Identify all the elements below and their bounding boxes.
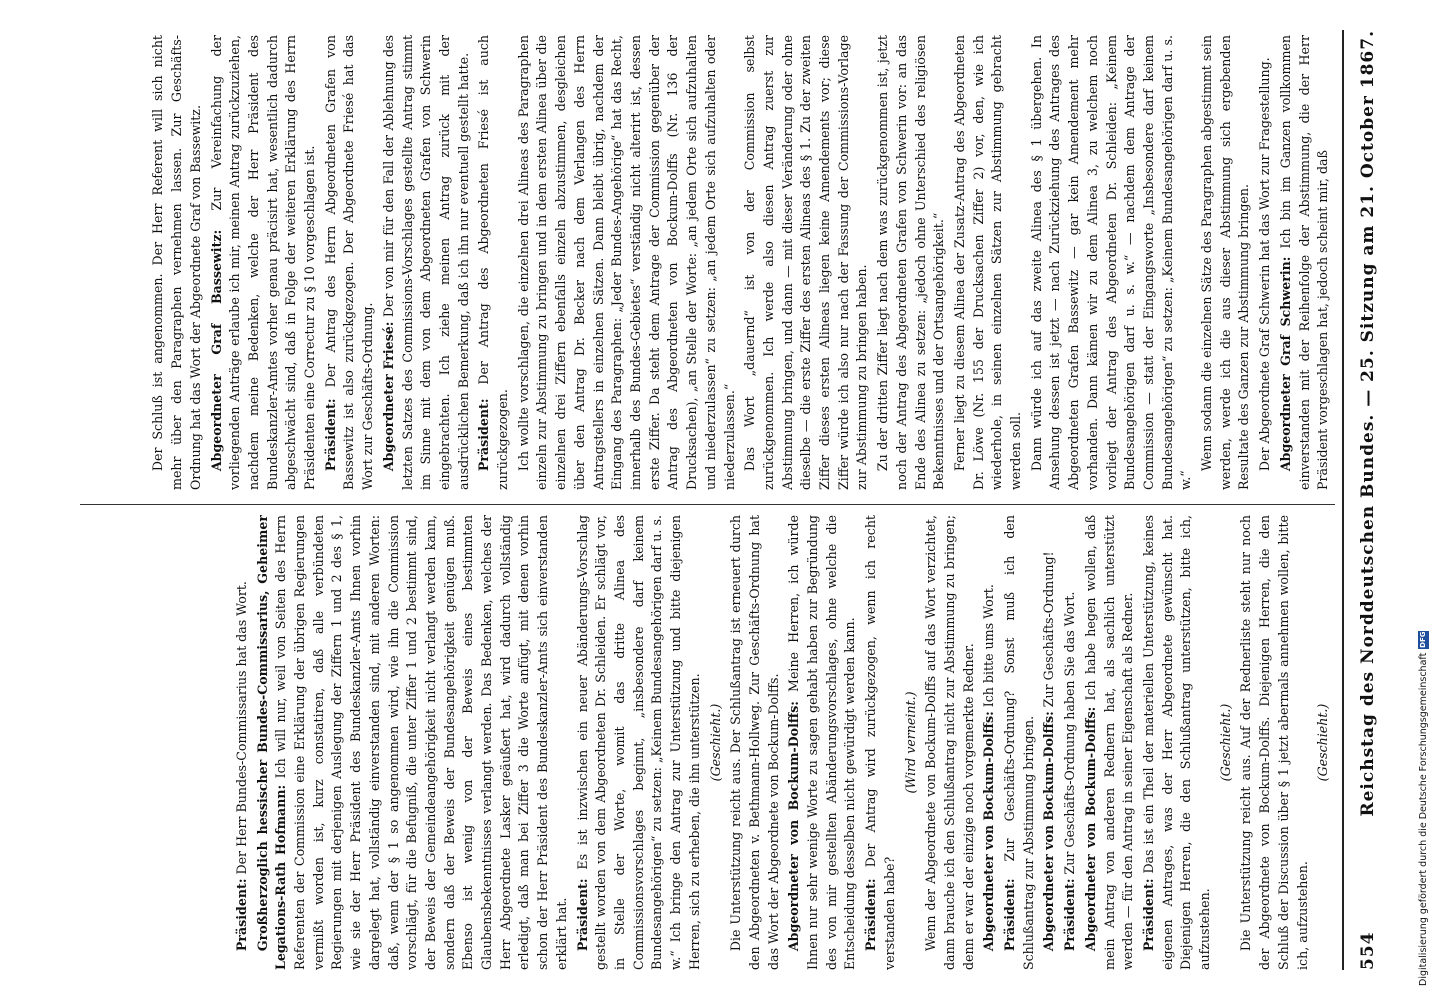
paragraph (922, 515, 978, 970)
header-rule (1342, 30, 1344, 970)
paragraph-text: Der Herr Bundes-Commissarius hat das Wort. (233, 581, 249, 875)
paragraph-text: Ich wollte vorschlagen, die einzelnen drei Alineas des Paragraphen einzeln zur Abstimmung zu bringen und in dem ersten Alinea über die einzelnen drei Ziffern ebenfalls einzeln abzustimmen, desgleichen über den Antrag Dr. Becker nach dem Verlangen des Herrn Antragstellers in einzelnen Sätzen. Dann bleibt übrig, nachdem der Eingang des Paragraphen: „Jeder Bundes-Angehörige“ hat das Recht, innerhalb des Bundes-Gebietes“ verständig nicht alterirt ist, dessen erste Ziffer. Da steht dem Antrage der Commission gegenüber der Antrag des Abgeordneten von Bockum-Dolffs (Nr. 136 der Drucksachen), „an Stelle der Worte: „an jedem Orte sich aufzuhalten und niederzulassen“ zu setzen: „an jedem Orte sich aufzuhalten oder niederzulassen.“ (515, 35, 737, 490)
paragraph (727, 515, 783, 970)
paragraph-text: Zur Geschäfts-Ordnung haben Sie das Wort. (1062, 591, 1078, 875)
speaker-name: Präsident: (233, 878, 249, 952)
speaker-name: Präsident: (1002, 878, 1018, 952)
paragraph (1237, 515, 1312, 970)
stage-direction: (Geschieht.) (1315, 703, 1331, 782)
dfg-logo: DFG (1419, 631, 1427, 648)
page-header (1355, 30, 1381, 970)
paragraph (475, 35, 512, 490)
column-divider (80, 504, 1335, 505)
page-number: 554 (1358, 931, 1378, 970)
speaker-name: Großherzoglich hessischer Bundes-Commissarius, Geheimer Legations-Rath Hofmann: (254, 515, 289, 970)
paragraph-text: Ferner liegt zu diesem Alinea der Zusatz-Antrag des Abgeordneten Dr. Löwe (Nr. 155 der Drucksachen Ziffer 2) vor, den, wie ich wiederhole, in seinen einzelnen Sätzen zur Abstimmung gebracht werden soll. (951, 35, 1024, 490)
paragraph (1140, 515, 1215, 970)
text-column-left (80, 515, 1335, 970)
speaker-name: Abgeordneter von Bockum-Dolffs: (1041, 711, 1057, 952)
paragraph (380, 35, 474, 490)
digitization-text: Digitalisierung gefördert durch die Deutsche Forschungsgemeinschaft (1418, 652, 1429, 986)
speaker-name: Abgeordneter Friesé: (380, 321, 396, 472)
paragraph (1001, 515, 1038, 970)
paragraph-text: Ich will nur, weil von Seiten des Herrn Referenten der Commission eine Erklärung der übrigen Regierungen vermißt worden ist, kurz constatiren, daß alle verbündeten Regierungen mit derjenigen Auslegung der Ziffern 1 und 2 des § 1, wie sie der Herr Präsident des Bundeskanzler-Amts Ihnen vorhin dargelegt hat, vollständig einverstanden sind, mit anderen Worten: daß, wenn der § 1 so angenommen wird, wie ihn die Commission vorschlägt, für die Befugniß, die unter Ziffer 1 und 2 bestimmt sind, der Beweis der Gemeindeangehörigkeit nicht verlangt werden kann, sondern daß der Beweis der Bundesangehörigkeit genügen muß. Ebenso ist wenig von der Beweis eines bestimmten Glaubensbekenntnisses verlangt werden. Das Bedenken, welches der Herr Abgeordnete Lasker geäußert hat, wird dadurch vollständig erledigt, daß man bei Ziffer 3 die Worte anfügt, mit denen vorhin schon der Herr Präsident des Bundeskanzler-Amts sich einverstanden erklärt hat. (273, 515, 569, 970)
paragraph (233, 515, 252, 970)
paragraph-text: Zur Geschäfts-Ordnung! (1041, 551, 1057, 708)
paragraph-text: Zur Vereinfachung der vorliegenden Anträge erlaube ich mir, meinen Antrag zurückzuziehen, nachdem meine Bedenken, welche der Herr Präsident des Bundeskanzler-Amtes vorher genau präcisirt hat, wesentlich dadurch abgeschwächt sind, daß in Folge der weiteren Erklärung des Herrn Präsidenten eine Correctur zu § 10 vorgeschlagen ist. (208, 35, 318, 490)
paragraph (1198, 35, 1254, 490)
paragraph (874, 35, 949, 490)
paragraph-text: Dann würde ich auf das zweite Alinea des § 1 übergehen. In Ansehung dessen ist jetzt — nach Zurückziehung des Antrages des Abgeordneten Grafen Bassewitz — gar kein Amendement mehr vorhanden. Dann kämen wir zu dem Alinea 3, zu welchem noch vorliegt der Antrag des Abgeordneten Dr. Schleiden: „Keinem Bundesangehörigen darf u. s. w.“ — nachdem dem Antrage der Commission — statt der Eingangsworte „Insbesondere darf keinem Bundesangehörigen“ zu setzen: „Keinem Bundesangehörigen darf u. s. w.“ (1028, 35, 1194, 490)
paragraph-text: Meine Herren, ich würde Ihnen nur sehr wenige Worte zu sagen gehabt haben zur Begründung des von mir gestellten Abänderungsvorschlages, ohne welche die Entscheidung desselben nicht gewürdigt werden kann. (786, 515, 858, 970)
paragraph (1040, 515, 1059, 970)
paragraph-text: Das Wort „dauernd“ ist von der Commission selbst zurückgenommen. Ich werde also diesen Antrag zuerst zur Abstimmung bringen, und dann — mit dieser Veränderung oder ohne dieselbe — die erste Ziffer des ersten Alineas des § 1. Zu der zweiten Ziffer dieses ersten Alineas liegen keine Amendements vor; diese Ziffer würde ich also nur nach der Fassung der Commissions-Vorlage zur Abstimmung zu bringen haben. (742, 35, 870, 490)
paragraph-text: Ich bin im Ganzen vollkommen einverstanden mit der Reihenfolge der Abstimmung, die der Herr Präsident vorgeschlagen hat, jedoch scheint mir, daß (1277, 35, 1331, 490)
paragraph-text: Der von mir für den Fall der Ablehnung des letzten Satzes des Commissions-Vorschlages gestellte Antrag stimmt im Sinne mit dem von dem Abgeordneten Grafen von Schwerin eingebrachten. Ich ziehe meinen Antrag zurück mit der ausdrücklichen Bemerkung, daß ich ihn nur eventuell gestellt hatte. (380, 35, 471, 490)
paragraph (1277, 35, 1333, 490)
speaker-name: Abgeordneter von Bockum-Dolffs: (786, 701, 802, 952)
paragraph (741, 35, 872, 490)
paragraph (951, 35, 1026, 490)
column-left-content (233, 515, 1335, 970)
paragraph-text: Der Antrag wird zurückgezogen, wenn ich recht verstanden habe? (863, 515, 897, 970)
paragraph (1082, 515, 1138, 970)
paragraph-text: Der Abgeordnete Graf Schwerin hat das Wort zur Fragestellung. (1257, 57, 1273, 472)
paragraph-text: Ich habe hegen wollen, daß mein Antrag von anderen Rednern hat, als sachlich unterstützt werden — für den Antrag in seiner Eigenschaft als Redner. (1082, 515, 1136, 970)
speaker-name: Abgeordneter Graf Bassewitz: (208, 229, 224, 472)
paragraph-text: Die Unterstützung reicht aus. Der Schlußantrag ist erneuert durch den Abgeordneten v. Bethmann-Hollweg. Zur Geschäfts-Ordnung hat das Wort der Abgeordnete von Bockum-Dolffs. (728, 515, 781, 970)
stage-direction: (Geschieht.) (707, 703, 723, 782)
speaker-name: Abgeordneter Graf Schwerin: (1277, 256, 1293, 472)
speaker-name: Abgeordneter von Bockum-Dolffs: (1082, 706, 1098, 952)
stage-direction: (Geschieht.) (1217, 703, 1233, 782)
paragraph-text: Der Schluß ist angenommen. Der Herr Referent will sich nicht mehr über den Paragraphen vernehmen lassen. Zur Geschäfts-Ordnung hat das Wort der Abgeordnete Graf von Bassewitz. (150, 35, 203, 490)
paragraph (980, 515, 999, 970)
speaker-name: Präsident: (476, 398, 492, 472)
speaker-name: Präsident: (322, 398, 338, 472)
paragraph-text: Es ist inzwischen ein neuer Abänderungs-Vorschlag gestellt worden von dem Abgeordneten Dr. Schleiden. Er schlägt vor, in Stelle der Worte, womit das dritte Alinea des Commissionsvorschlages beginnt, „insbesondere darf keinem Bundesangehörigen“ zu setzen: „Keinem Bundesangehörigen darf u. s. w.“ Ich bringe den Antrag zur Unterstützung und bitte diejenigen Herren, sich zu erheben, die ihn unterstützen. (574, 515, 702, 970)
paragraph-text: Die Unterstützung reicht aus. Auf der Rednerliste steht nur noch der Abgeordnete von Bockum-Dolffs. Diejenigen Herren, die den Schluß der Discussion über § 1 jetzt abermals annehmen wollen, bitte ich, aufzustehen. (1238, 515, 1310, 970)
speaker-name: Präsident: (574, 878, 590, 952)
paragraph (322, 35, 378, 490)
paragraph (1061, 515, 1080, 970)
paragraph (149, 35, 205, 490)
page-title: Reichstag des Norddeutschen Bundes. — 25. Sitzung am 21. October 1867. (1358, 30, 1378, 817)
speaker-name: Präsident: (1140, 878, 1156, 952)
paragraph (208, 35, 320, 490)
paragraph (515, 35, 739, 490)
text-column-right (80, 35, 1335, 490)
paragraph (862, 515, 899, 970)
paragraph (1256, 35, 1275, 490)
paragraph (254, 515, 572, 970)
paragraph-text: Der Antrag des Abgeordneten Friesé ist auch zurückgezogen. (476, 35, 511, 490)
digitization-notice (1418, 631, 1429, 986)
paragraph-text: Wenn sodann die einzelnen Sätze des Paragraphen abgestimmt sein werden, werde ich die aus dieser Abstimmung sich ergebenden Resultate des Ganzen zur Abstimmung bringen. (1199, 35, 1252, 490)
paragraph-text: Ich bitte ums Wort. (981, 584, 997, 708)
speaker-name: Präsident: (863, 878, 879, 952)
paragraph (1028, 35, 1196, 490)
paragraph-text: Wenn der Abgeordnete von Bockum-Dolffs auf das Wort verzichtet, dann brauche ich den Schlußantrag nicht zur Abstimmung zu bringen; denn er war der einzige noch vorgemerkte Redner. (923, 515, 976, 970)
paragraph (574, 515, 705, 970)
speaker-name: Präsident: (1062, 878, 1078, 952)
speaker-name: Abgeordneter von Bockum-Dolffs: (981, 711, 997, 952)
paragraph (785, 515, 860, 970)
paragraph-text: Das ist ein Theil der materiellen Unterstützung, keines eigenen Antrages, was der Herr Abgeordnete gewünscht hat. Diejenigen Herren, die den Schlußantrag unterstützen, bitte ich, aufzustehen. (1140, 515, 1213, 970)
stage-direction: (Wird verneint.) (902, 691, 918, 794)
paragraph-text: Der Antrag des Herrn Abgeordneten Grafen von Bassewitz ist also zurückgezogen. Der Abgeordnete Friesé hat das Wort zur Geschäfts-Ordnung. (322, 35, 376, 490)
paragraph-text: Zu der dritten Ziffer liegt nach dem was zurückgenommen ist, jetzt noch der Antrag des Abgeordneten Grafen von Schwerin vor: an das Ende des Alinea zu setzen: „jedoch ohne Unterschied des religiösen Bekenntnisses und der Ortsangehörigkeit.“ (875, 35, 947, 490)
paragraph-text: Zur Geschäfts-Ordnung? Sonst muß ich den Schlußantrag zur Abstimmung bringen. (1002, 515, 1036, 970)
column-right-content (149, 35, 1335, 490)
